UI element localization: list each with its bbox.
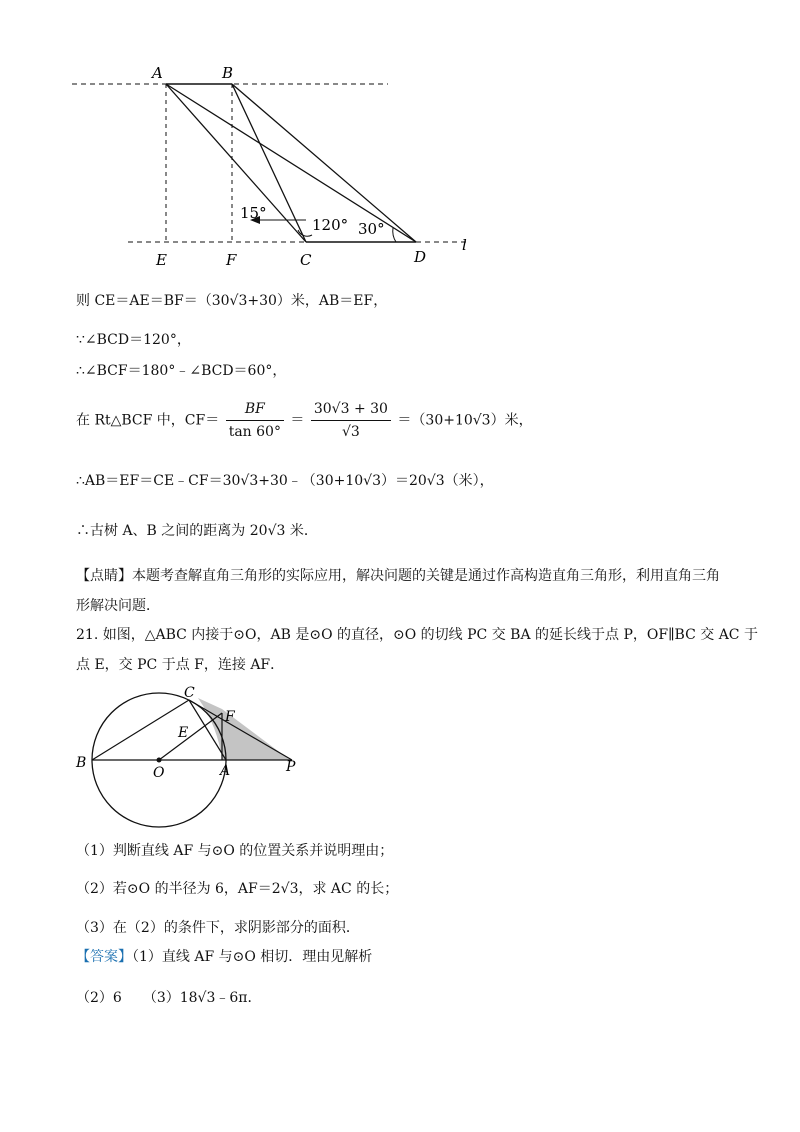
label-F: F xyxy=(225,709,235,725)
solution-line-5: ∴AB＝EF＝CE﹣CF＝30√3+30﹣（30+10√3）＝20√3（米）， xyxy=(76,473,494,489)
label-l: l xyxy=(462,236,467,254)
question-2: （2）若⊙O 的半径为 6，AF＝2√3，求 AC 的长； xyxy=(76,881,399,897)
label-D: D xyxy=(414,248,427,266)
label-C: C xyxy=(184,685,195,701)
label-O: O xyxy=(153,765,165,781)
label-B: B xyxy=(222,64,234,82)
answer-tag: 【答案】 xyxy=(76,949,132,965)
cf-prefix: 在 Rt△BCF 中，CF＝ xyxy=(76,412,220,429)
label-B: B xyxy=(76,755,87,771)
cf-result: ＝（30+10√3）米， xyxy=(397,412,533,429)
problem-21-line-1: 21. 如图，△ABC 内接于⊙O，AB 是⊙O 的直径，⊙O 的切线 PC 交 BA 的延长线于点 P，OF∥BC 交 AC 于 xyxy=(76,627,758,643)
problem-21-line-2: 点 E，交 PC 于点 F，连接 AF． xyxy=(76,657,285,673)
angle-120: 120° xyxy=(312,216,349,234)
fraction-rationalize xyxy=(311,398,391,443)
angle-15: 15° xyxy=(240,204,267,222)
question-1: （1）判断直线 AF 与⊙O 的位置关系并说明理由； xyxy=(76,843,394,859)
answer-line-1 xyxy=(76,947,372,967)
solution-line-2: ∵∠BCD＝120°， xyxy=(76,332,191,348)
answer-line-2: （2）6 （3）18√3﹣6π． xyxy=(76,990,262,1006)
fraction-numerator: BF xyxy=(226,398,284,421)
angle-30: 30° xyxy=(358,220,385,238)
answer-text-1: （1）直线 AF 与⊙O 相切．理由见解析 xyxy=(132,949,373,965)
comment-line-2: 形解决问题． xyxy=(76,598,160,614)
label-P: P xyxy=(286,759,296,775)
comment-text-1: 本题考查解直角三角形的实际应用，解决问题的关键是通过作高构造直角三角形，利用直角三角 xyxy=(132,568,720,584)
figure-circle-diagram xyxy=(70,685,330,845)
fraction-denominator: √3 xyxy=(341,424,360,440)
label-A: A xyxy=(152,64,163,82)
solution-line-1: 则 CE＝AE＝BF＝（30√3+30）米，AB＝EF， xyxy=(76,293,388,309)
label-A: A xyxy=(220,763,231,779)
comment-line-1 xyxy=(76,566,720,586)
solution-line-6: ∴古树 A、B 之间的距离为 20√3 米． xyxy=(76,523,318,539)
solution-line-4 xyxy=(76,398,533,443)
label-E: E xyxy=(156,251,167,269)
question-3: （3）在（2）的条件下，求阴影部分的面积． xyxy=(76,920,360,936)
solution-line-3: ∴∠BCF＝180°﹣∠BCD＝60°， xyxy=(76,363,287,379)
label-E: E xyxy=(178,725,189,741)
equals-sign: ＝ xyxy=(290,412,305,429)
fraction-denominator: tan 60° xyxy=(228,424,281,440)
comment-tag: 【点睛】 xyxy=(76,568,132,584)
figure-trees-diagram xyxy=(60,60,490,275)
fraction-bf-tan60 xyxy=(226,398,284,443)
label-F: F xyxy=(226,251,237,269)
label-C: C xyxy=(300,251,312,269)
fraction-numerator: 30√3 + 30 xyxy=(311,398,391,421)
